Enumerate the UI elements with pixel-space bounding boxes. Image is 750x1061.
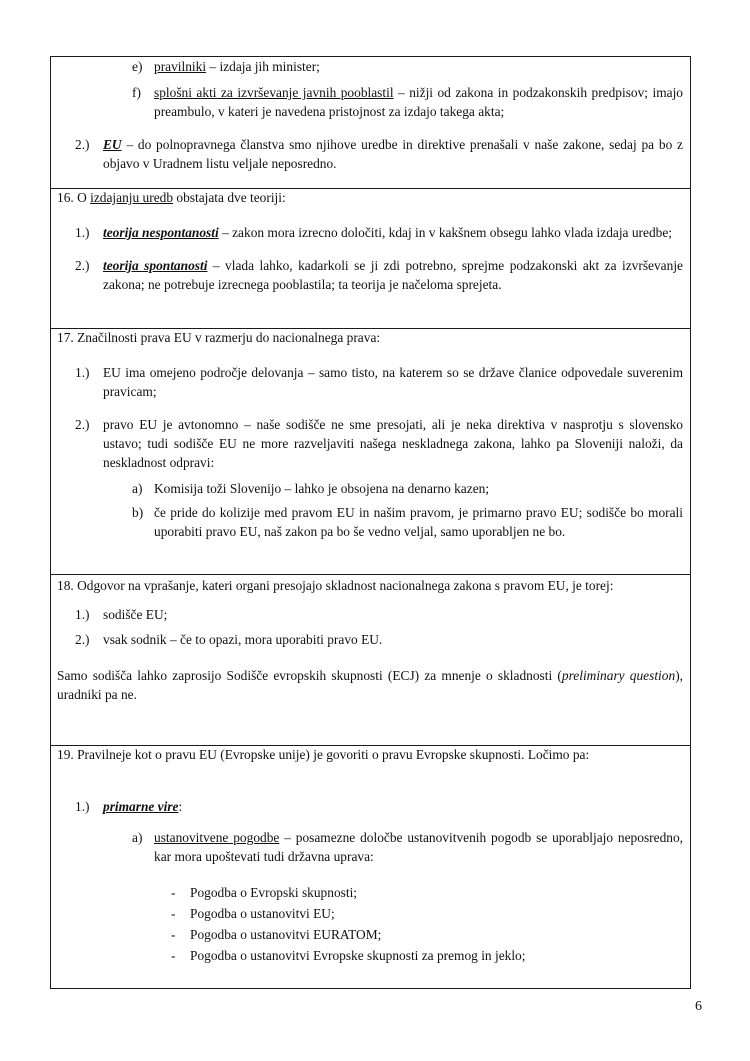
bullet-text: Pogodba o ustanovitvi EU; xyxy=(190,906,335,921)
dash-bullet-icon: - xyxy=(171,948,176,963)
item-text: vsak sodnik – če to opazi, mora uporabiti pravo EU. xyxy=(103,632,383,647)
item-marker: 2.) xyxy=(75,632,90,647)
item-marker: 1.) xyxy=(75,799,90,814)
sub-list-item xyxy=(57,828,683,866)
content-table xyxy=(50,56,691,989)
list-item xyxy=(57,223,683,242)
item-marker: e) xyxy=(132,59,143,74)
dash-bullet-icon: - xyxy=(171,906,176,921)
row-question-16 xyxy=(51,188,690,328)
item-text: sodišče EU; xyxy=(103,607,168,622)
list-item xyxy=(57,59,683,75)
question-heading: 19. Pravilneje kot o pravu EU (Evropske unije) je govoriti o pravu Evropske skupnosti. Ločimo pa: xyxy=(57,747,590,762)
item-term: primarne vire xyxy=(103,799,179,814)
dash-bullet-icon: - xyxy=(171,927,176,942)
item-text: – zakon mora izrecno določiti, kdaj in v kakšnem obsegu lahko vlada izdaja uredbe; xyxy=(218,225,672,240)
item-marker: f) xyxy=(132,85,141,100)
note-italic: preliminary question xyxy=(561,668,676,683)
item-marker: 2.) xyxy=(75,137,90,152)
item-term: splošni akti za izvrševanje javnih pooblastil xyxy=(154,85,394,100)
question-heading: 18. Odgovor na vprašanje, kateri organi presojajo skladnost nacionalnega zakona s pravom EU, je torej: xyxy=(57,578,614,593)
item-text: – do polnopravnega članstva smo njihove uredbe in direktive prenašali v naše zakone, sedaj pa bo z objavo v Uradnem listu veljale neposredno. xyxy=(103,137,683,171)
bullet-item xyxy=(57,906,683,922)
row-question-18 xyxy=(51,574,690,745)
row-continuation xyxy=(51,59,690,188)
item-text: : xyxy=(178,799,183,814)
item-term: ustanovitvene pogodbe xyxy=(154,830,280,845)
list-item xyxy=(57,415,683,472)
question-heading: 17. Značilnosti prava EU v razmerju do nacionalnega prava: xyxy=(57,330,381,345)
item-marker: 1.) xyxy=(75,365,90,380)
list-item xyxy=(57,83,683,121)
row-question-17 xyxy=(51,328,690,574)
item-term: pravilniki xyxy=(154,59,207,74)
item-marker: a) xyxy=(132,481,143,496)
item-marker: 1.) xyxy=(75,225,90,240)
item-text: EU ima omejeno področje delovanja – samo tisto, na katerem so se države članice odpovedale suverenim pravicam; xyxy=(103,365,683,399)
heading-term: izdajanju uredb xyxy=(90,190,174,205)
item-marker: 2.) xyxy=(75,417,90,432)
bullet-item xyxy=(57,948,683,964)
row-question-19 xyxy=(51,745,690,988)
item-text: – vlada lahko, kadarkoli se ji zdi potrebno, sprejme podzakonski akt za izvrševanje zakona; ne potrebuje izrecnega pooblastila; ta teorija je načeloma sprejeta. xyxy=(103,258,683,292)
item-marker: 2.) xyxy=(75,258,90,273)
item-term: teorija spontanosti xyxy=(103,258,208,273)
list-item xyxy=(57,256,683,294)
list-item xyxy=(57,632,683,648)
bullet-text: Pogodba o Evropski skupnosti; xyxy=(190,885,358,900)
item-text: Komisija toži Slovenijo – lahko je obsojena na denarno kazen; xyxy=(154,481,490,496)
item-term: teorija nespontanosti xyxy=(103,225,219,240)
item-text: pravo EU je avtonomno – naše sodišče ne sme presojati, ali je neka direktiva v nasprotju s slovensko ustavo; tudi sodišče EU ne more razveljaviti našega neskladnega zakona, lahko pa Sloveniji naloži, da neskladnost odpravi: xyxy=(103,417,683,470)
bullet-item xyxy=(57,927,683,943)
item-marker: a) xyxy=(132,830,143,845)
sub-list-item xyxy=(57,481,683,497)
item-marker: 1.) xyxy=(75,607,90,622)
item-text: – posamezne določbe ustanovitvenih pogodb se uporabljajo neposredno, kar mora upoštevati tudi državna uprava: xyxy=(154,830,683,864)
item-text: če pride do kolizije med pravom EU in našim pravom, je primarno pravo EU; sodišče bo morali uporabiti pravo EU, naš zakon pa bo še vedno veljal, samo uporabljen ne bo. xyxy=(154,505,683,539)
note-paragraph: Samo sodišča lahko zaprosijo Sodišče evropskih skupnosti (ECJ) za mnenje o skladnosti (preliminary question), uradniki pa ne. xyxy=(57,668,683,702)
list-item xyxy=(57,799,683,815)
bullet-item xyxy=(57,885,683,901)
list-item xyxy=(57,135,683,173)
page-number: 6 xyxy=(695,999,702,1014)
dash-bullet-icon: - xyxy=(171,885,176,900)
bullet-text: Pogodba o ustanovitvi Evropske skupnosti za premog in jeklo; xyxy=(190,948,526,963)
list-item xyxy=(57,363,683,401)
sub-list-item xyxy=(57,503,683,541)
item-marker: b) xyxy=(132,505,144,520)
item-text: – nižji od zakona in podzakonskih predpisov; imajo preambulo, v kateri je navedena pristojnost za izdajo takega akta; xyxy=(154,85,683,119)
list-item xyxy=(57,607,683,623)
item-text: – izdaja jih minister; xyxy=(206,59,320,74)
bullet-text: Pogodba o ustanovitvi EURATOM; xyxy=(190,927,382,942)
question-heading: 16. O izdajanju uredb obstajata dve teoriji: xyxy=(57,190,286,205)
item-term: EU xyxy=(103,137,122,152)
